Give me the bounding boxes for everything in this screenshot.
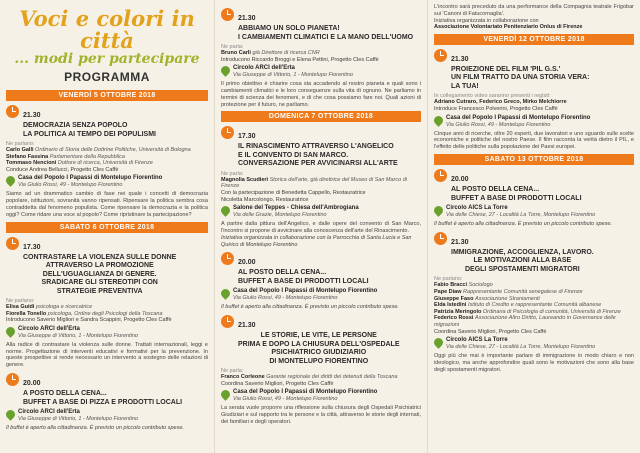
programma-heading: PROGRAMMA	[64, 70, 150, 84]
event-buffet-pizza	[6, 372, 208, 407]
speaker	[434, 309, 634, 316]
speaker-role: già Direttore di ricerca CNR	[252, 50, 320, 56]
location-pin-icon	[432, 204, 445, 217]
speakers-label: Ne parla:	[221, 170, 244, 177]
speaker-role: Associazione Straniamenti	[474, 295, 540, 302]
speaker-role: Storica dell'arte, già direttrice del Museo di San Marco di Firenze	[221, 176, 408, 190]
clock-icon	[221, 315, 234, 328]
venue-name: Circolo ARCI dell'Erta	[18, 409, 80, 416]
event-description: La serata vuole proporre una riflessione sulla chiusura degli Ospedali Psichiatrici Giudiziari e sul rapporto tra le persone e la città, attraverso le storie degli internati, dei familiari e degli operatori.	[221, 405, 421, 426]
event-note: Il buffet è aperto alla cittadinanza. È previsto un piccolo contributo spese.	[434, 221, 612, 228]
event-title	[23, 390, 182, 407]
moderator: Introducono Riccardo Broggi e Elena Pettini, Progetto Cles Caffè	[221, 56, 379, 63]
event-time: 21.30	[451, 238, 469, 246]
event-description: Il primo obiettivo è chiarire cosa sta accadendo al nostro pianeta e quali sono i cambiamenti climatici e le loro conseguenze sulla vita di ognuno. Ne parliamo in termini di scienza dei fenomeni, e di che cosa possiamo fare noi. Quali azioni di protezione per il futuro, ne parliamo.	[221, 81, 421, 108]
event-note: Il buffet è aperto alla cittadinanza. È previsto un piccolo contributo spese.	[6, 425, 184, 432]
speaker	[221, 177, 421, 190]
participant: Con la partecipazione di Benedetta Cappello, Restauratrice	[221, 190, 366, 197]
venue-name: Circolo ARCI dell'Erta	[18, 325, 80, 332]
venue	[434, 115, 634, 129]
clock-icon	[6, 237, 19, 250]
speaker	[434, 296, 634, 303]
event-time: 21.30	[238, 15, 256, 22]
page-subtitle: ... modi per partecipare	[14, 51, 200, 67]
venue	[221, 205, 421, 219]
event-title-line: AL POSTO DELLA CENA...	[238, 269, 327, 277]
speakers-label: Ne parlano:	[6, 298, 35, 305]
speaker	[6, 154, 208, 161]
intro-text: L'incontro sarà preceduto da una performance della Compagnia teatrale Frigobar sui 'Canoni di Fatucornaglia'.	[434, 4, 634, 17]
speaker-name: Stefano Fassina	[6, 153, 49, 160]
event-title-line: ABBIAMO UN SOLO PIANETA!	[238, 25, 340, 32]
event-buffet-2	[221, 251, 421, 286]
moderator: Coordina Saverio Migliori, Progetto Cles Caffè	[221, 380, 334, 387]
event-time: 21.30	[23, 112, 41, 119]
event-title	[23, 122, 156, 139]
event-description: Alla radice di contrastare la violenza sulle donne. Trattati internazionali, leggi e norme. Progettazione di interventi educativi e formativi per la prevenzione. In queste prospettive si rende necessario un intervento a sostegno delle relazioni di genere.	[6, 341, 208, 369]
event-title-line: LA TUA!	[451, 82, 479, 90]
event-title	[451, 66, 589, 92]
event-description: A partire dalla pittura dell'Angelico, e dalle opere del convento di San Marco, l'incontro si propone di avvicinare alla conoscenza dell'arte del Rinascimento.	[221, 221, 421, 235]
location-pin-icon	[219, 389, 232, 402]
speaker-role: Dottore di ricerca, Università di Firenze	[57, 160, 153, 167]
location-pin-icon	[4, 408, 17, 421]
participant: Nicoletta Marcolongo, Restauratrice	[221, 196, 309, 203]
partner-org	[434, 24, 634, 31]
speaker-role: Garante regionale dei diritti dei detenuti della Toscana	[266, 374, 398, 381]
speaker-name: Adriano Cutraro, Federico Greco, Mirko Melchiorre	[434, 99, 567, 106]
location-pin-icon	[432, 114, 445, 127]
venue	[221, 288, 421, 302]
speaker	[434, 315, 634, 328]
event-title-line: PSICHIATRICO GIUDIZIARIO	[271, 349, 367, 357]
moderator: Introduce Francesco Polverini, Progetto Cles Caffè	[434, 106, 558, 113]
clock-icon	[434, 49, 447, 62]
venue-name: Circolo ARCI dell'Erta	[233, 65, 295, 72]
event-title-line: BUFFET A BASE DI PIZZA E PRODOTTI LOCALI	[23, 398, 183, 406]
speaker	[434, 99, 634, 106]
speakers-label: Ne parla:	[221, 368, 244, 375]
column-left	[0, 0, 214, 453]
venue-address: Via Giuseppe di Vittorio, 1 - Montelupo Fiorentino	[18, 332, 138, 339]
event-title-line: DEGLI SPOSTAMENTI MIGRATORI	[464, 265, 580, 273]
venue-name: Casa del Popolo I Papassi di Montelupo Fiorentino	[18, 175, 163, 182]
page-title: Voci e colori in città	[19, 6, 195, 53]
venue-name: Casa del Popolo I Papassi di Montelupo Fiorentino	[233, 288, 378, 295]
speaker	[434, 289, 634, 296]
venue-address: Via Giulio Rossi, 49 - Montelupo Fiorentino	[233, 295, 338, 302]
speaker-role: Sociologo	[468, 282, 493, 289]
clock-icon	[221, 8, 234, 21]
venue	[6, 409, 208, 423]
speaker	[221, 50, 421, 57]
venue	[434, 205, 634, 219]
event-immigrazione	[434, 231, 634, 275]
location-pin-icon	[4, 325, 17, 338]
event-description: Siamo ad un drammatico cambio di fase nei quale i concetti di democrazia popolare, istituzioni, sovranità vanno ripensati. Ripensare la politica sembra cosa contraddetta dal fenomeno populista. Come ripensare la democrazia e la politica oggi? Come ridare una voce al popolo? Come ripristinare la partecipazione?	[6, 191, 208, 218]
event-note: Il buffet è aperto alla cittadinanza. È previsto un piccolo contributo spese.	[221, 304, 399, 311]
venue-address: Via Giuseppe di Vittorio, 1 - Montelupo Fiorentino	[233, 72, 353, 79]
event-rinascimento	[221, 125, 421, 169]
clock-icon	[434, 169, 447, 182]
venue-address: Via Giulio Rossi, 49 - Montelupo Fiorentino	[18, 182, 123, 189]
event-pianeta	[221, 7, 421, 42]
event-title-line: PROIEZIONE DEL FILM 'PIL G.S.'	[451, 65, 561, 73]
speaker-role: psicologa e ricercatrice	[35, 304, 93, 311]
event-time: 20.00	[238, 259, 256, 267]
event-title	[23, 254, 176, 297]
venue-address: Via delle Grazie, Montelupo Fiorentino	[233, 212, 327, 219]
event-title-line: I CAMBIAMENTI CLIMATICI E LA MANO DELL'UOMO	[238, 33, 414, 41]
event-title-line: ATTRAVERSO LA PROMOZIONE	[45, 262, 154, 270]
speaker-role: psicologa, Ordine degli Psicologi della Toscana	[47, 310, 163, 317]
speaker-name: Bruno Carli	[221, 50, 251, 56]
venue-name: Salone del Teppes - Chiesa dell'Ambrogiana	[233, 205, 359, 212]
day-band-saturday-13: SABATO 13 OTTOBRE 2018	[434, 154, 634, 165]
venue-address: Via delle Chiese, 27 - Località La Torre, Montelupo Fiorentino	[446, 212, 596, 219]
speaker-name: Fabio Bracci	[434, 282, 468, 289]
speaker	[6, 304, 208, 311]
day-band-saturday-6: SABATO 6 OTTOBRE 2018	[6, 222, 208, 233]
speaker	[434, 282, 634, 289]
event-title	[451, 186, 582, 203]
clock-icon	[6, 373, 19, 386]
event-title-line: STRATEGIE PREVENTIVA	[56, 287, 143, 295]
event-title	[238, 332, 400, 366]
venue	[221, 65, 421, 79]
event-time: 21.30	[451, 55, 469, 63]
location-pin-icon	[219, 204, 232, 217]
venue-address: Via Giulio Rossi, 49 - Montelupo Fiorentino	[233, 396, 338, 403]
moderator: Conduce Andrea Bellucci, Progetto Cles Caffè	[6, 166, 119, 173]
speakers-label: Ne parla:	[221, 44, 244, 50]
event-film	[434, 48, 634, 92]
speaker-name: Giuseppe Faso	[434, 295, 474, 302]
day-band-sunday-7: DOMENICA 7 OTTOBRE 2018	[221, 111, 421, 122]
venue	[221, 389, 421, 403]
speakers-label: Ne parlano:	[434, 276, 463, 283]
event-time: 20.00	[451, 176, 469, 184]
event-title-line: CONVERSAZIONE PER AVVICINARSI ALL'ARTE	[238, 160, 398, 168]
venue-name: Casa del Popolo I Papassi di Montelupo Fiorentino	[446, 114, 591, 121]
location-pin-icon	[219, 64, 232, 77]
event-title-line: UN FILM TRATTO DA UNA STORIA VERA:	[451, 74, 590, 82]
speaker-role: Associazione Altro Diritto, Laureando in Governance delle migrazioni	[434, 315, 616, 328]
event-description: Oggi più che mai è importante parlare di immigrazione in modo chiaro e non ideologico, ma anche approfondire quali sono le motivazioni che sono alla base degli spostamenti migratori.	[434, 353, 634, 373]
event-buffet-3	[434, 168, 634, 203]
event-democrazia	[6, 104, 208, 139]
speaker-name: Magnolia Scudieri	[221, 176, 269, 183]
clock-icon	[6, 105, 19, 118]
location-pin-icon	[219, 288, 232, 301]
column-right	[427, 0, 640, 453]
speakers-label: Ne parlano:	[6, 141, 35, 147]
venue-name: Circolo AICS La Torre	[446, 205, 508, 212]
speaker-name: Federico Rossi	[434, 315, 474, 322]
event-time: 20.00	[23, 380, 41, 388]
event-note: Iniziativa organizzata in collaborazione con la Parrocchia di Santa Lucia e San Quirico di Montelupo Fiorentino	[221, 234, 412, 248]
event-title-line: IMMIGRAZIONE, ACCOGLIENZA, LAVORO.	[451, 248, 594, 256]
speaker-role: Ordinaria di Psicologia di comunità, Università di Firenze	[482, 308, 621, 315]
column-middle	[214, 0, 427, 453]
location-pin-icon	[4, 175, 17, 188]
event-title	[238, 269, 369, 286]
event-description: Cinque anni di ricerche, oltre 20 esperti, due lavoratori e uno sguardo sulle scelte economiche e politiche del nostro Paese. Il film racconta la verità dietro il PIL, e l'effetto delle politiche sulla popolazione dei Paesi europei.	[434, 130, 634, 151]
venue-address: Via Giuseppe di Vittorio, 1 - Montelupo Fiorentino	[18, 416, 138, 423]
event-time: 17.30	[238, 133, 256, 141]
event-title	[238, 143, 398, 169]
location-pin-icon	[432, 336, 445, 349]
event-title-line: BUFFET A BASE DI PRODOTTI LOCALI	[451, 194, 582, 202]
speaker-name: Carlo Galli	[6, 147, 34, 153]
moderator: Coordina Saverio Migliori, Progetto Cles Caffè	[434, 328, 547, 335]
speaker-role: Rappresentante Comunità senegalese di Firenze	[463, 288, 583, 295]
speaker-name: Pape Diaw	[434, 288, 462, 295]
speaker	[6, 311, 208, 318]
day-band-friday-5: VENERDÌ 5 OTTOBRE 2018	[6, 90, 208, 101]
intro-text: Iniziativa organizzata in collaborazione con	[434, 17, 539, 24]
event-title-line: DI MONTELUPO FIORENTINO	[269, 357, 369, 365]
speaker-name: Patrizia Meringolo	[434, 308, 482, 315]
speaker	[434, 302, 634, 309]
partner-name: Associazione Volontariato Penitenziario Onlus di Firenze	[434, 24, 583, 31]
venue-address: Via delle Chiese, 27 - Località La Torre, Montelupo Fiorentino	[446, 344, 596, 351]
event-title-line: LA POLITICA AI TEMPO DEI POPULISMI	[23, 130, 157, 138]
event-title-line: LE STORIE, LE VITE, LE PERSONE	[260, 332, 377, 340]
event-title-line: BUFFET A BASE DI PRODOTTI LOCALI	[238, 277, 369, 285]
clock-icon	[221, 252, 234, 265]
speakers-label: In collegamento video saranno presenti i registi:	[434, 93, 551, 100]
venue-address: Via Giulio Rossi, 49 - Montelupo Fiorentino	[446, 121, 551, 128]
event-title-line: AL POSTO DELLA CENA...	[451, 186, 540, 194]
clock-icon	[434, 232, 447, 245]
event-time: 17.30	[23, 243, 41, 251]
event-title-line: SRADICARE GLI STEREOTIPI CON	[41, 279, 158, 287]
speaker	[6, 147, 208, 154]
event-title-line: DELL'UGUAGLIANZA DI GENERE.	[42, 270, 157, 278]
event-storie	[221, 314, 421, 366]
event-title-line: E IL CONVENTO DI SAN MARCO.	[238, 151, 349, 159]
speaker-name: Franco Corleone	[221, 374, 265, 381]
speaker-role: Parlamentare della Repubblica	[49, 153, 125, 160]
event-title	[238, 25, 413, 42]
speaker-name: Elisa Guidi	[6, 304, 35, 311]
speaker-role: Ordinario di Storia delle Dottrine Politiche, Università di Bologna	[35, 147, 191, 153]
venue	[6, 326, 208, 340]
event-title-line: IL RINASCIMENTO ATTRAVERSO L'ANGELICO	[238, 143, 394, 151]
day-band-friday-12: VENERDÌ 12 OTTOBRE 2018	[434, 34, 634, 45]
venue	[6, 175, 208, 189]
event-title	[451, 249, 594, 275]
moderator: Introducono Saverio Migliori e Sandra Scappini, Progetto Cles Caffè	[6, 317, 172, 324]
speaker-name: Fiorella Tonello	[6, 310, 47, 317]
venue-name: Circolo AICS La Torre	[446, 337, 508, 344]
speaker	[221, 374, 421, 381]
venue	[434, 337, 634, 351]
event-title-line: CONTRASTARE LA VIOLENZA SULLE DONNE	[23, 253, 177, 261]
event-title-line: A POSTO DELLA CENA...	[23, 390, 107, 398]
speaker	[6, 160, 208, 167]
clock-icon	[221, 126, 234, 139]
speaker-role: Istituto di Credito e rappresentante Comunità albanese	[467, 302, 602, 309]
speaker-name: Tommaso Nencioni	[6, 160, 57, 167]
venue-name: Casa del Popolo I Papassi di Montelupo Fiorentino	[233, 389, 378, 396]
event-time: 21.30	[238, 322, 256, 330]
event-violenza	[6, 236, 208, 297]
event-title-line: LE MOTIVAZIONI ALLA BASE	[473, 257, 572, 265]
speaker-name: Elda Istedini	[434, 302, 467, 309]
event-title-line: PRIMA E DOPO LA CHIUSURA DELL'OSPEDALE	[238, 340, 400, 348]
event-title-line: DEMOCRAZIA SENZA POPOLO	[23, 122, 128, 129]
